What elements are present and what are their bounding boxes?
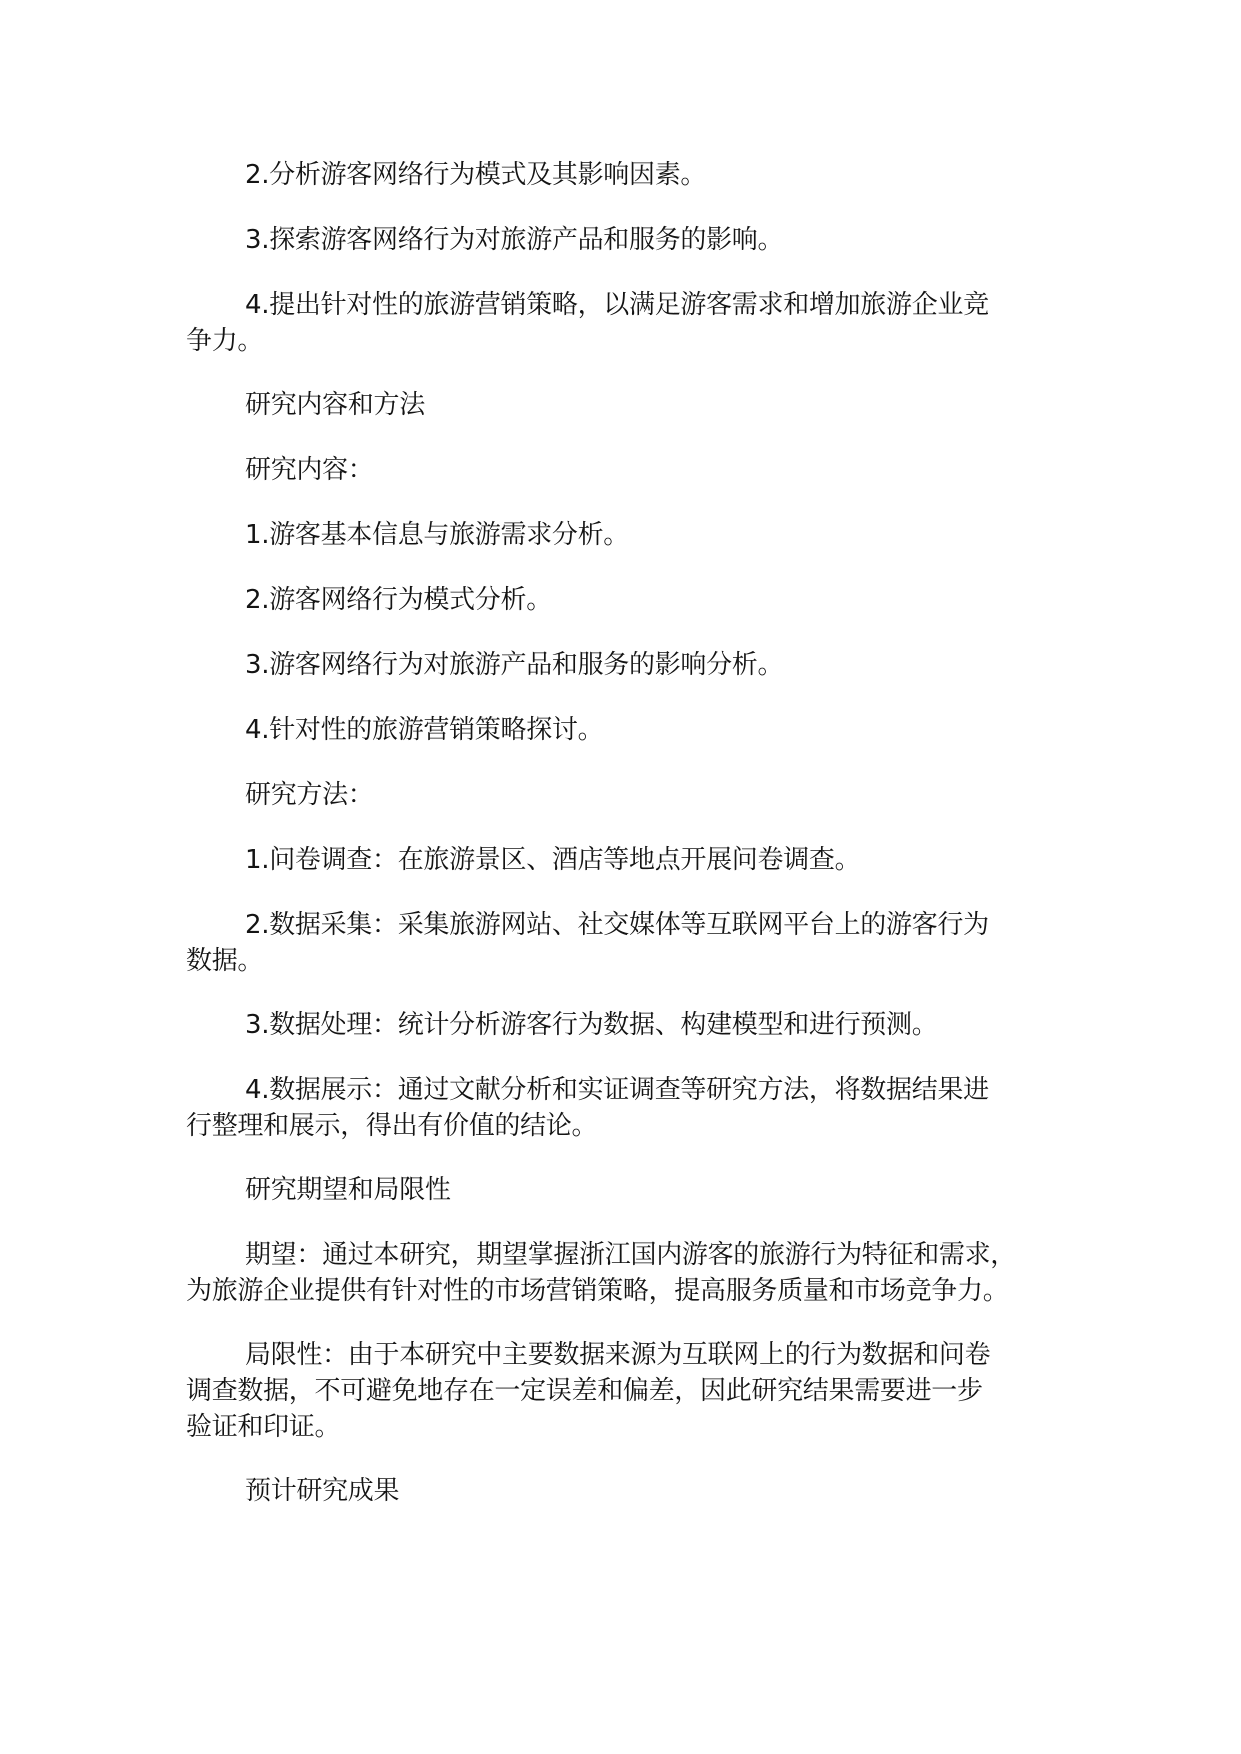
- section-heading: 研究内容和方法: [245, 390, 425, 420]
- paragraph-line: 数据。: [186, 946, 264, 976]
- subheading-research-content: [186, 452, 1086, 488]
- subheading-research-methods: [186, 777, 1086, 813]
- paragraph-content-2: [186, 582, 1086, 618]
- paragraph-expectations: [186, 1237, 1086, 1309]
- paragraph-objective-4: [186, 287, 1086, 359]
- paragraph-line: 局限性：由于本研究中主要数据来源为互联网上的行为数据和问卷: [245, 1340, 991, 1370]
- paragraph-content-3: [186, 647, 1086, 683]
- section-heading: 研究期望和局限性: [245, 1175, 451, 1205]
- subheading: 研究方法：: [245, 780, 374, 810]
- paragraph-line: 2.数据采集：采集旅游网站、社交媒体等互联网平台上的游客行为: [245, 910, 989, 940]
- paragraph-objective-3: [186, 222, 1086, 258]
- paragraph-line: 调查数据，不可避免地存在一定误差和偏差，因此研究结果需要进一步: [186, 1376, 983, 1406]
- document-body: [186, 157, 1086, 1538]
- paragraph-content-1: [186, 517, 1086, 553]
- paragraph-line: 行整理和展示，得出有价值的结论。: [186, 1111, 598, 1141]
- paragraph-line: 1.游客基本信息与旅游需求分析。: [245, 520, 630, 550]
- paragraph-method-2: [186, 907, 1086, 979]
- section-heading: 预计研究成果: [245, 1476, 400, 1506]
- paragraph-line: 验证和印证。: [186, 1412, 341, 1442]
- section-heading-expected-results: [186, 1473, 1086, 1509]
- paragraph-line: 1.问卷调查：在旅游景区、酒店等地点开展问卷调查。: [245, 845, 861, 875]
- paragraph-method-3: [186, 1007, 1086, 1043]
- paragraph-limitations: [186, 1337, 1086, 1445]
- paragraph-line: 4.提出针对性的旅游营销策略，以满足游客需求和增加旅游企业竞: [245, 290, 989, 320]
- paragraph-line: 4.数据展示：通过文献分析和实证调查等研究方法，将数据结果进: [245, 1075, 989, 1105]
- paragraph-line: 2.游客网络行为模式分析。: [245, 585, 552, 615]
- paragraph-line: 3.数据处理：统计分析游客行为数据、构建模型和进行预测。: [245, 1010, 938, 1040]
- paragraph-line: 期望：通过本研究，期望掌握浙江国内游客的旅游行为特征和需求，: [245, 1240, 1017, 1270]
- section-heading-content-methods: [186, 387, 1086, 423]
- paragraph-content-4: [186, 712, 1086, 748]
- paragraph-line: 为旅游企业提供有针对性的市场营销策略，提高服务质量和市场竞争力。: [186, 1276, 1009, 1306]
- paragraph-line: 3.探索游客网络行为对旅游产品和服务的影响。: [245, 225, 784, 255]
- paragraph-line: 2.分析游客网络行为模式及其影响因素。: [245, 160, 707, 190]
- paragraph-line: 4.针对性的旅游营销策略探讨。: [245, 715, 604, 745]
- subheading: 研究内容：: [245, 455, 374, 485]
- section-heading-expectations-limitations: [186, 1172, 1086, 1208]
- paragraph-line: 3.游客网络行为对旅游产品和服务的影响分析。: [245, 650, 784, 680]
- paragraph-method-4: [186, 1072, 1086, 1144]
- paragraph-objective-2: [186, 157, 1086, 193]
- paragraph-line: 争力。: [186, 326, 264, 356]
- paragraph-method-1: [186, 842, 1086, 878]
